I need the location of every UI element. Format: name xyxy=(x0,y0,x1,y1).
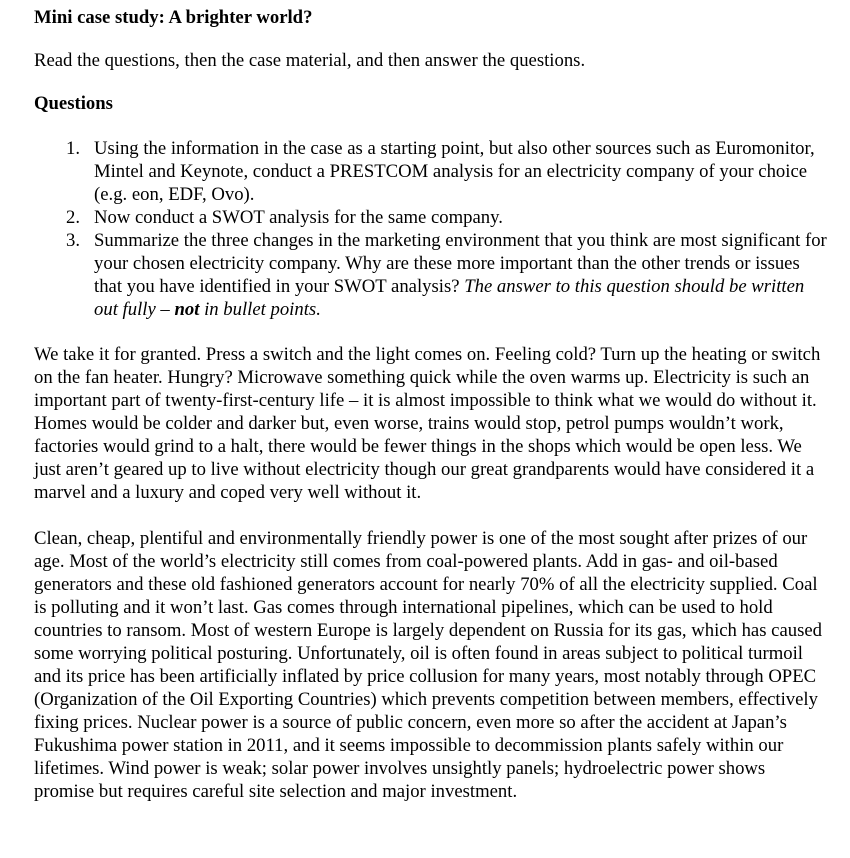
questions-list xyxy=(34,137,830,321)
question-item-1 xyxy=(34,137,830,206)
question-number: 3. xyxy=(66,230,81,251)
questions-heading: Questions xyxy=(34,93,113,114)
question-emphasis-after: in bullet points. xyxy=(204,299,321,320)
question-text: Using the information in the case as a starting point, but also other sources such as Euromonitor, Mintel and Keynote, conduct a PRESTCOM analysis for an electricity company of your choice (e.g. eon, EDF, Ovo). xyxy=(94,138,815,205)
intro-text: Read the questions, then the case material, and then answer the questions. xyxy=(34,50,586,71)
document-title: Mini case study: A brighter world? xyxy=(34,7,313,28)
question-text: Summarize the three changes in the marketing environment that you think are most significant for your chosen electricity company. Why are these more important than the other trends or issues that you have identified in your SWOT analysis? xyxy=(94,230,827,297)
question-item-2 xyxy=(34,206,830,229)
question-number: 1. xyxy=(66,138,81,159)
question-emphasis-before: The answer to this question should be written out fully – xyxy=(94,276,805,320)
question-number: 2. xyxy=(66,207,81,228)
question-item-3 xyxy=(34,229,830,321)
question-emphasis-not: not xyxy=(174,299,200,320)
question-text: Now conduct a SWOT analysis for the same company. xyxy=(94,207,503,228)
case-paragraph-1: We take it for granted. Press a switch and the light comes on. Feeling cold? Turn up the heating or switch on the fan heater. Hungry? Microwave something quick while the oven warms up. Electricity is such an important part of twenty-first-century life – it is almost impossible to think what we would do without it. Homes would be colder and darker but, even worse, trains would stop, petrol pumps wouldn’t work, factories would grind to a halt, there would be fewer things in the shops which would be open less. We just aren’t geared up to live without electricity though our great grandparents would have considered it a marvel and a luxury and coped very well without it. xyxy=(34,344,821,503)
case-paragraph-2: Clean, cheap, plentiful and environmentally friendly power is one of the most sought after prizes of our age. Most of the world’s electricity still comes from coal-powered plants. Add in gas- and oil-based generators and these old fashioned generators account for nearly 70% of all the electricity supplied. Coal is polluting and it won’t last. Gas comes through international pipelines, which can be used to hold countries to ransom. Most of western Europe is largely dependent on Russia for its gas, which has caused some worrying political posturing. Unfortunately, oil is often found in areas subject to political turmoil and its price has been artificially inflated by price collusion for many years, most notably through OPEC (Organization of the Oil Exporting Countries) which prevents competition between members, effectively fixing prices. Nuclear power is a source of public concern, even more so after the accident at Japan’s Fukushima power station in 2011, and it seems impossible to decommission plants safely within our lifetimes. Wind power is weak; solar power involves unsightly panels; hydroelectric power shows promise but requires careful site selection and major investment. xyxy=(34,528,822,802)
